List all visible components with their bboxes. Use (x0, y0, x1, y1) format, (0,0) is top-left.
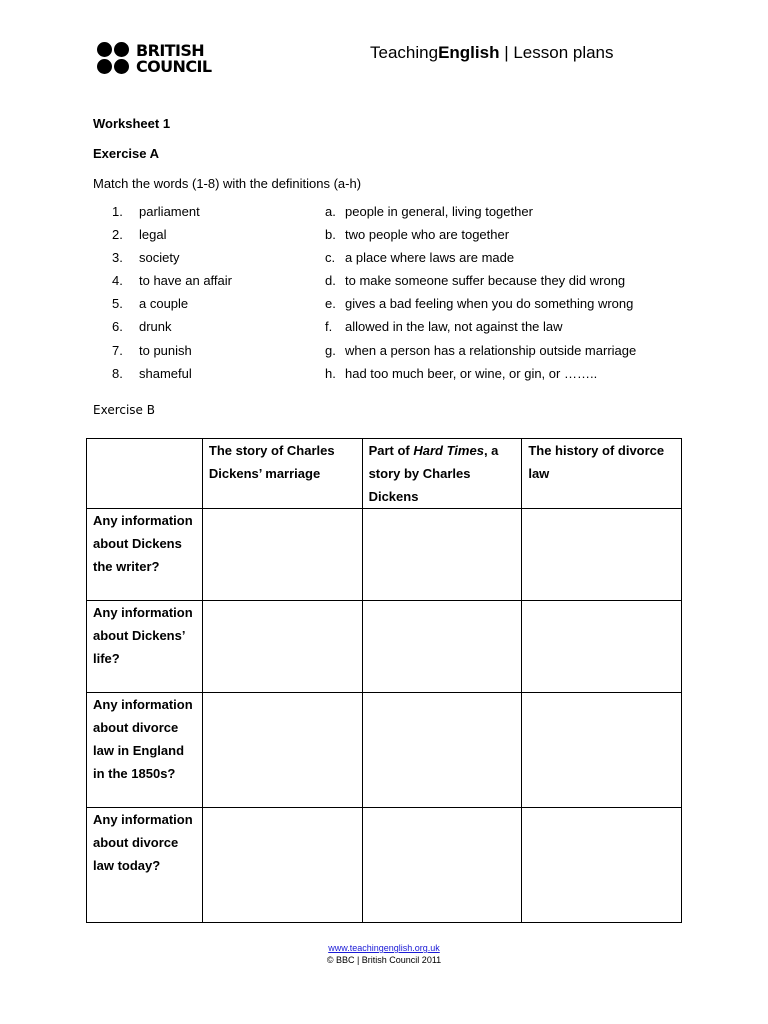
answer-cell[interactable] (362, 693, 522, 808)
list-item (325, 204, 636, 227)
item-definition: allowed in the law, not against the law (345, 319, 563, 335)
british-council-logo (97, 42, 211, 76)
item-word: drunk (139, 319, 172, 335)
header-title-prefix: Teaching (370, 43, 439, 62)
answer-cell[interactable] (522, 693, 682, 808)
list-item (325, 250, 636, 273)
item-letter: g. (325, 342, 336, 358)
column-header-prefix: Part of (368, 443, 414, 458)
footer-copyright: © BBC | British Council 2011 (326, 955, 442, 965)
list-item (112, 366, 232, 389)
answer-cell[interactable] (202, 601, 362, 693)
exercise-b-title: Exercise B (93, 403, 155, 417)
answer-cell[interactable] (522, 601, 682, 693)
item-number: 6. (112, 319, 123, 335)
table-header-row (87, 439, 682, 509)
worksheet-title: Worksheet 1 (93, 116, 171, 131)
item-word: to punish (139, 342, 192, 358)
item-definition: to make someone suffer because they did wrong (345, 273, 626, 289)
table-corner-cell (87, 439, 203, 509)
answer-cell[interactable] (362, 808, 522, 923)
row-header: Any information about divorce law in England in the 1850s? (87, 693, 203, 808)
item-definition: had too much beer, or wine, or gin, or …….. (345, 365, 598, 381)
list-item (325, 366, 636, 389)
item-word: legal (139, 227, 167, 243)
list-item (112, 343, 232, 366)
definition-list (325, 204, 636, 389)
item-word: a couple (139, 296, 189, 312)
item-word: parliament (139, 204, 200, 219)
table-row (87, 509, 682, 601)
item-number: 5. (112, 296, 123, 312)
item-letter: a. (325, 204, 336, 219)
list-item (112, 273, 232, 296)
row-header: Any information about Dickens’ life? (87, 601, 203, 693)
table-row (87, 601, 682, 693)
header-title-bold: English (438, 43, 500, 62)
table-row (87, 693, 682, 808)
list-item (112, 319, 232, 342)
list-item (325, 273, 636, 296)
item-letter: b. (325, 227, 336, 243)
item-definition: a place where laws are made (345, 250, 515, 266)
list-item (112, 204, 232, 227)
list-item (112, 296, 232, 319)
item-number: 8. (112, 365, 123, 381)
list-item (112, 227, 232, 250)
item-word: shameful (139, 365, 192, 381)
item-definition: people in general, living together (345, 204, 533, 219)
logo-line-1: BRITISH (136, 41, 205, 60)
item-number: 1. (112, 204, 123, 219)
column-header-suffix: , a story by Charles Dickens (368, 443, 499, 504)
item-letter: d. (325, 273, 336, 289)
column-header-book-title: Hard Times (413, 443, 484, 458)
item-number: 3. (112, 250, 123, 266)
column-header-hard-times (362, 439, 522, 509)
list-item (325, 227, 636, 250)
item-number: 7. (112, 342, 123, 358)
item-word: to have an affair (139, 273, 232, 289)
answer-cell[interactable] (362, 509, 522, 601)
exercise-a-title: Exercise A (93, 146, 160, 161)
page-footer (0, 942, 768, 966)
header-title (370, 43, 614, 63)
item-letter: c. (325, 250, 336, 266)
row-header: Any information about divorce law today? (87, 808, 203, 923)
column-header-divorce-law: The history of divorce law (522, 439, 682, 509)
item-definition: when a person has a relationship outside marriage (345, 342, 637, 358)
column-header-marriage: The story of Charles Dickens’ marriage (202, 439, 362, 509)
british-council-dots-icon (97, 42, 131, 76)
header-title-suffix: | Lesson plans (499, 43, 614, 62)
item-number: 4. (112, 273, 123, 289)
answer-cell[interactable] (202, 693, 362, 808)
list-item (112, 250, 232, 273)
answer-cell[interactable] (362, 601, 522, 693)
word-list (112, 204, 232, 389)
exercise-b-table (86, 438, 682, 923)
item-definition: gives a bad feeling when you do something wrong (345, 296, 634, 312)
item-number: 2. (112, 227, 123, 243)
exercise-a-instruction: Match the words (1-8) with the definitions (a-h) (93, 176, 362, 191)
answer-cell[interactable] (202, 509, 362, 601)
list-item (325, 343, 636, 366)
list-item (325, 296, 636, 319)
item-letter: e. (325, 296, 336, 312)
item-definition: two people who are together (345, 227, 510, 243)
list-item (325, 319, 636, 342)
logo-wordmark (136, 43, 211, 75)
answer-cell[interactable] (522, 808, 682, 923)
footer-link[interactable]: www.teachingenglish.org.uk (328, 943, 440, 953)
item-letter: f. (325, 319, 333, 335)
item-letter: h. (325, 365, 336, 381)
item-word: society (139, 250, 180, 266)
logo-line-2: COUNCIL (136, 57, 212, 76)
answer-cell[interactable] (202, 808, 362, 923)
answer-cell[interactable] (522, 509, 682, 601)
table-row (87, 808, 682, 923)
row-header: Any information about Dickens the writer? (87, 509, 203, 601)
